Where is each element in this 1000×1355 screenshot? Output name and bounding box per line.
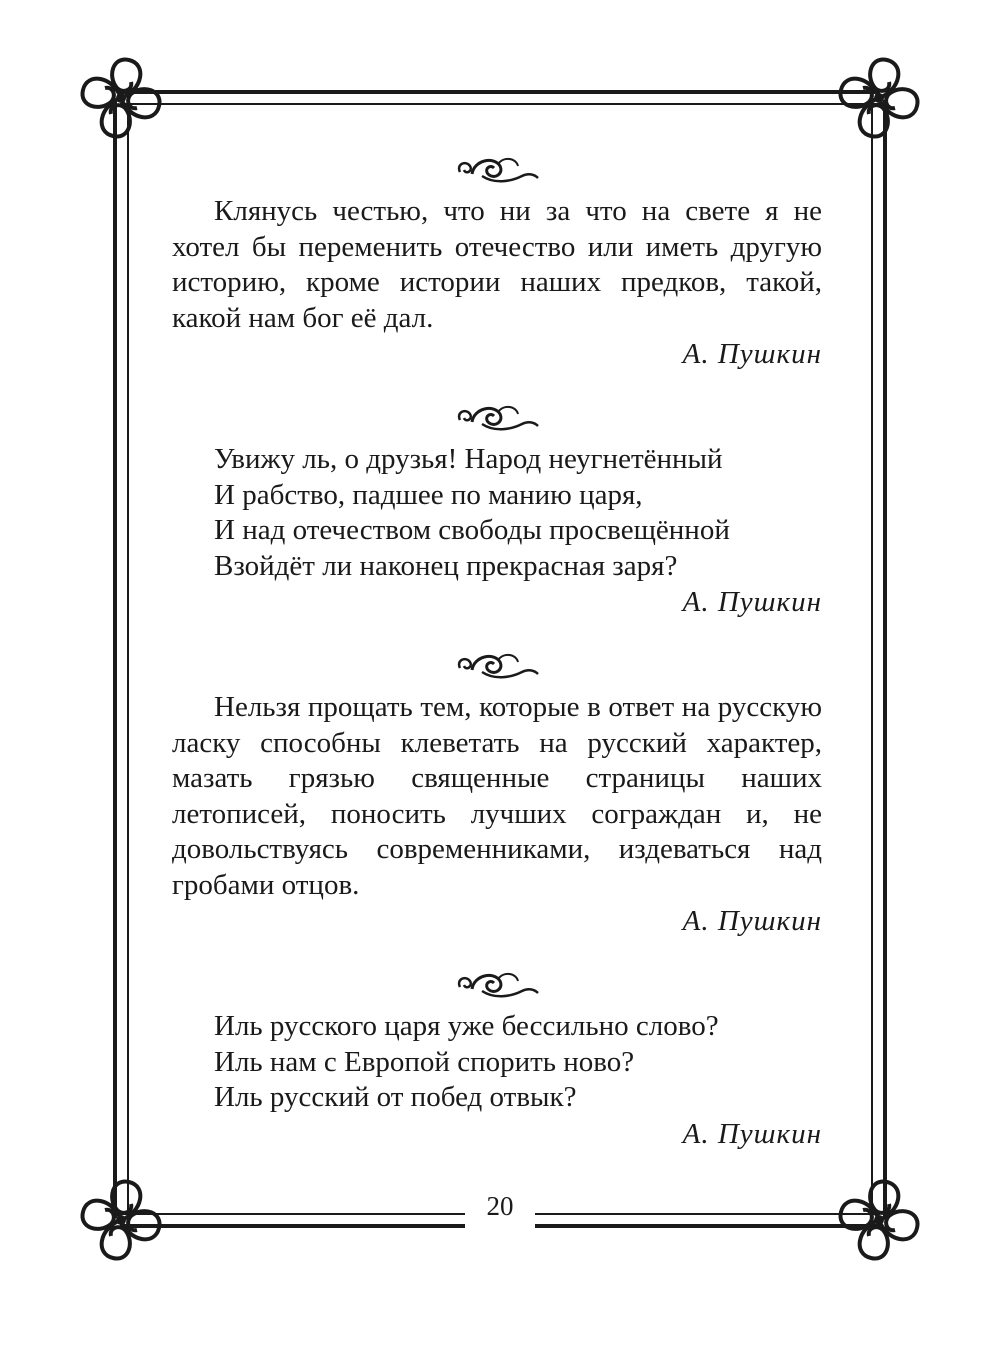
verse-line: Увижу ль, о друзья! Народ неугнетённый: [214, 443, 723, 475]
quote-block: [172, 398, 822, 620]
quote-text: Нельзя прощать тем, которые в ответ на русскую ласку способны клеветать на русский характер, мазать грязью священные страницы наших летописей, поносить лучших сограждан и, не довольствуясь современниками, издеваться над гробами отцов.: [172, 691, 822, 901]
verse-line: Взойдёт ли наконец прекрасная заря?: [214, 549, 678, 582]
swirl-ornament-icon: [452, 398, 542, 438]
verse-line: Иль русского царя уже бессильно слово?: [214, 1010, 719, 1042]
verse: [214, 1009, 822, 1116]
quote-block: [172, 150, 822, 372]
quote-block: [172, 965, 822, 1152]
verse-line: Иль нам с Европой спорить ново?: [214, 1045, 635, 1078]
quote-author: А. Пушкин: [682, 586, 822, 618]
quote-text: Клянусь честью, что ни за что на свете я не хотел бы переменить отечество или иметь другую историю, кроме истории наших предков, такой, какой нам бог её дал.: [172, 195, 822, 334]
quote-author: А. Пушкин: [682, 1117, 822, 1150]
quote-author: А. Пушкин: [682, 905, 822, 937]
verse-line: И рабство, падшее по манию царя,: [214, 478, 643, 511]
swirl-ornament-icon: [452, 965, 542, 1005]
verse-line: Иль русский от побед отвык?: [214, 1081, 577, 1113]
quote-block: [172, 646, 822, 939]
quote-author: А. Пушкин: [682, 338, 822, 370]
swirl-ornament-icon: [452, 646, 542, 686]
swirl-ornament-icon: [452, 150, 542, 190]
page-number: 20: [486, 1191, 514, 1221]
verse: [214, 442, 822, 584]
verse-line: И над отечеством свободы просвещённой: [214, 514, 730, 546]
page-content: [172, 150, 822, 1152]
